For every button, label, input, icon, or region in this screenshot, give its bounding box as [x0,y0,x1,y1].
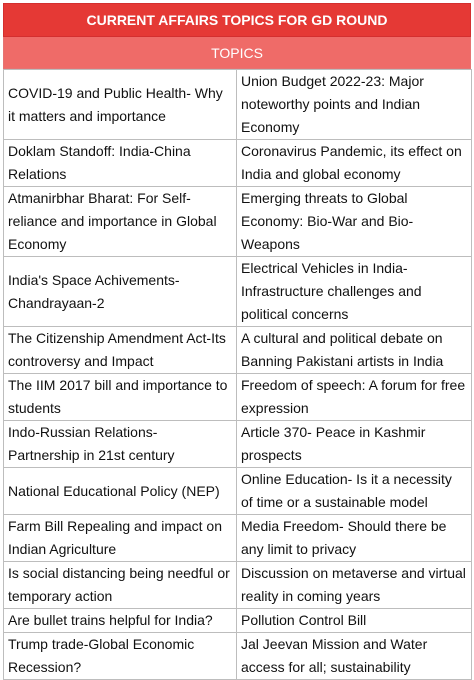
topic-cell-right: Jal Jeevan Mission and Water access for all; sustainability [237,633,472,680]
topic-cell-left: Are bullet trains helpful for India? [4,609,237,633]
table-row [4,70,472,140]
topic-cell-left: COVID-19 and Public Health- Why it matters and importance [4,70,237,140]
topic-cell-right: Media Freedom- Should there be any limit to privacy [237,515,472,562]
topic-cell-left: The IIM 2017 bill and importance to students [4,374,237,421]
topic-cell-left: Doklam Standoff: India-China Relations [4,140,237,187]
topic-cell-left: India's Space Achivements- Chandrayaan-2 [4,257,237,327]
topic-cell-right: Online Education- Is it a necessity of time or a sustainable model [237,468,472,515]
topic-cell-left: Farm Bill Repealing and impact on Indian Agriculture [4,515,237,562]
table-row [4,140,472,187]
table-row [4,562,472,609]
table-row [4,468,472,515]
topic-cell-left: Trump trade-Global Economic Recession? [4,633,237,680]
table-row [4,327,472,374]
table-row [4,633,472,680]
topic-cell-right: Coronavirus Pandemic, its effect on India and global economy [237,140,472,187]
table-row [4,374,472,421]
topic-cell-left: The Citizenship Amendment Act-Its controversy and Impact [4,327,237,374]
section-header: TOPICS [3,37,471,69]
topic-cell-left: National Educational Policy (NEP) [4,468,237,515]
topic-cell-right: Pollution Control Bill [237,609,472,633]
topic-cell-right: Electrical Vehicles in India- Infrastructure challenges and political concerns [237,257,472,327]
topic-cell-left: Is social distancing being needful or temporary action [4,562,237,609]
topic-cell-right: A cultural and political debate on Banning Pakistani artists in India [237,327,472,374]
table-row [4,421,472,468]
table-row [4,515,472,562]
page-title: CURRENT AFFAIRS TOPICS FOR GD ROUND [3,3,471,37]
topic-cell-left: Indo-Russian Relations- Partnership in 21st century [4,421,237,468]
topic-cell-right: Discussion on metaverse and virtual reality in coming years [237,562,472,609]
topic-cell-right: Union Budget 2022-23: Major noteworthy points and Indian Economy [237,70,472,140]
topic-cell-right: Article 370- Peace in Kashmir prospects [237,421,472,468]
topic-cell-left: Atmanirbhar Bharat: For Self-reliance and importance in Global Economy [4,187,237,257]
table-row [4,257,472,327]
topic-cell-right: Emerging threats to Global Economy: Bio-War and Bio-Weapons [237,187,472,257]
table-row [4,187,472,257]
topics-table [3,69,472,680]
topic-cell-right: Freedom of speech: A forum for free expression [237,374,472,421]
table-row [4,609,472,633]
